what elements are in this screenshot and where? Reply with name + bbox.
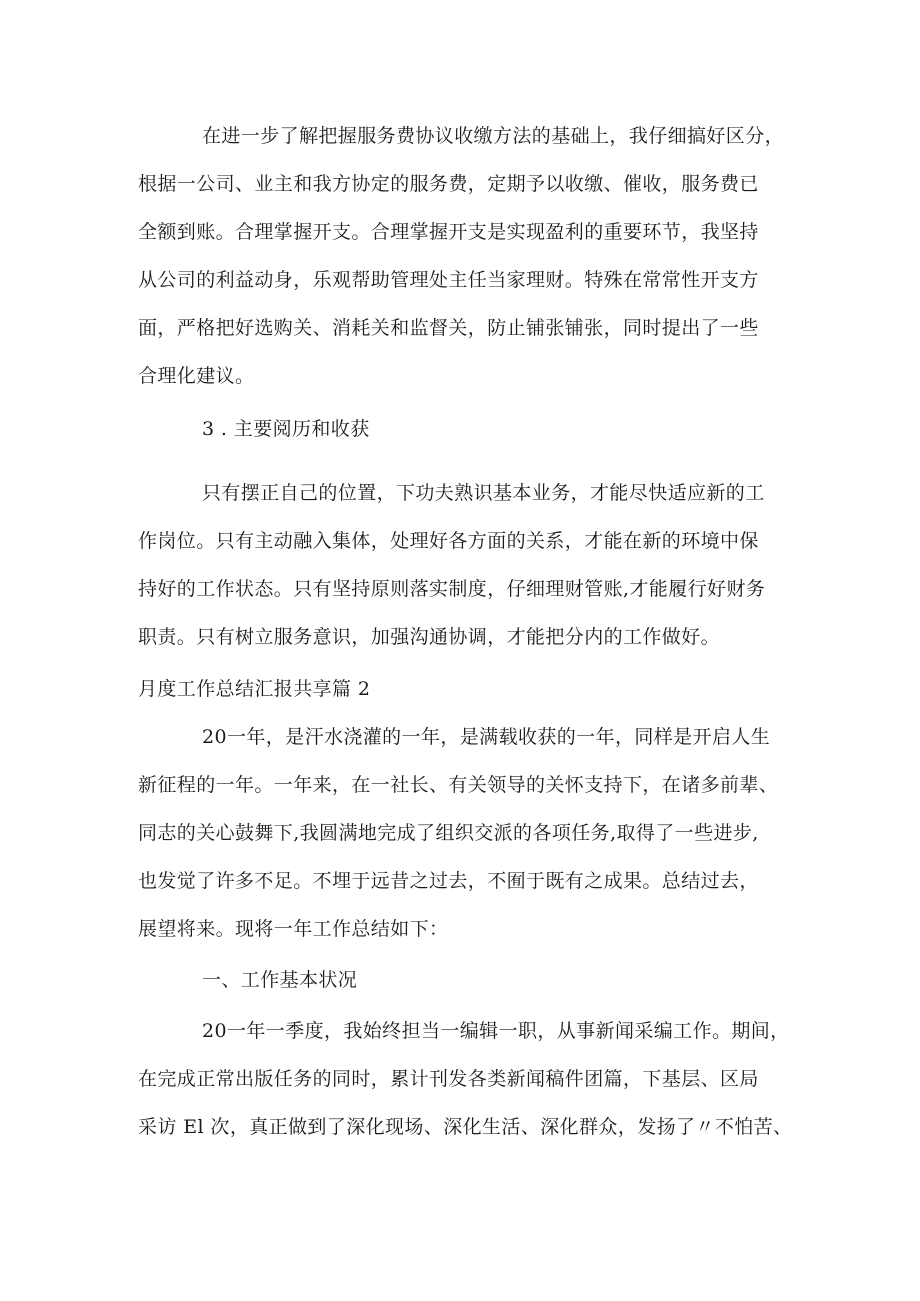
paragraph-2-line-1: 只有摆正自己的位置，下功夫熟识基本业务，才能尽快适应新的工 — [202, 482, 765, 504]
paragraph-1-line-4: 从公司的利益动身，乐观帮助管理处主任当家理财。特殊在常常性开支方 — [138, 269, 759, 291]
paragraph-3-line-2: 新征程的一年。一年来，在一社长、有关领导的关怀支持下，在诸多前辈、 — [138, 774, 779, 796]
paragraph-1-line-6: 合理化建议。 — [138, 365, 255, 387]
paragraph-3-line-4: 也发觉了许多不足。不埋于远昔之过去，不囿于既有之成果。总结过去， — [138, 870, 759, 892]
document-section-title: 月度工作总结汇报共享篇 2 — [138, 678, 371, 700]
section-heading-experience: 3 . 主要阅历和收获 — [202, 418, 370, 440]
paragraph-2-line-2: 作岗位。只有主动融入集体，处理好各方面的关系，才能在新的环境中保 — [138, 530, 759, 552]
paragraph-1-line-2: 根据一公司、业主和我方协定的服务费，定期予以收缴、催收，服务费已 — [138, 173, 759, 195]
paragraph-4-line-3: 采访 El 次，真正做到了深化现场、深化生活、深化群众，发扬了〃不怕苦、 — [138, 1116, 793, 1138]
paragraph-1-line-1: 在进一步了解把握服务费协议收缴方法的基础上，我仔细搞好区分， — [202, 125, 785, 147]
paragraph-2-line-4: 职责。只有树立服务意识，加强沟通协调，才能把分内的工作做好。 — [138, 626, 721, 648]
paragraph-3-line-5: 展望将来。现将一年工作总结如下： — [138, 918, 449, 940]
paragraph-4-line-2: 在完成正常出版任务的同时，累计刊发各类新闻稿件团篇，下基层、区局 — [138, 1068, 759, 1090]
paragraph-1-line-3: 全额到账。合理掌握开支。合理掌握开支是实现盈利的重要环节，我坚持 — [138, 221, 759, 243]
paragraph-3-line-1: 20一年，是汗水浇灌的一年，是满载收获的一年，同样是开启人生 — [202, 726, 771, 748]
paragraph-2-line-3: 持好的工作状态。只有坚持原则落实制度，仔细理财管账,才能履行好财务 — [138, 578, 766, 600]
paragraph-1-line-5: 面，严格把好选购关、消耗关和监督关，防止铺张铺张，同时提出了一些 — [138, 317, 759, 339]
paragraph-3-line-3: 同志的关心鼓舞下,我圆满地完成了组织交派的各项任务,取得了一些进步, — [138, 822, 759, 844]
paragraph-4-line-1: 20一年一季度，我始终担当一编辑一职，从事新闻采编工作。期间， — [202, 1020, 790, 1042]
section-heading-work-status: 一、工作基本状况 — [202, 969, 358, 991]
